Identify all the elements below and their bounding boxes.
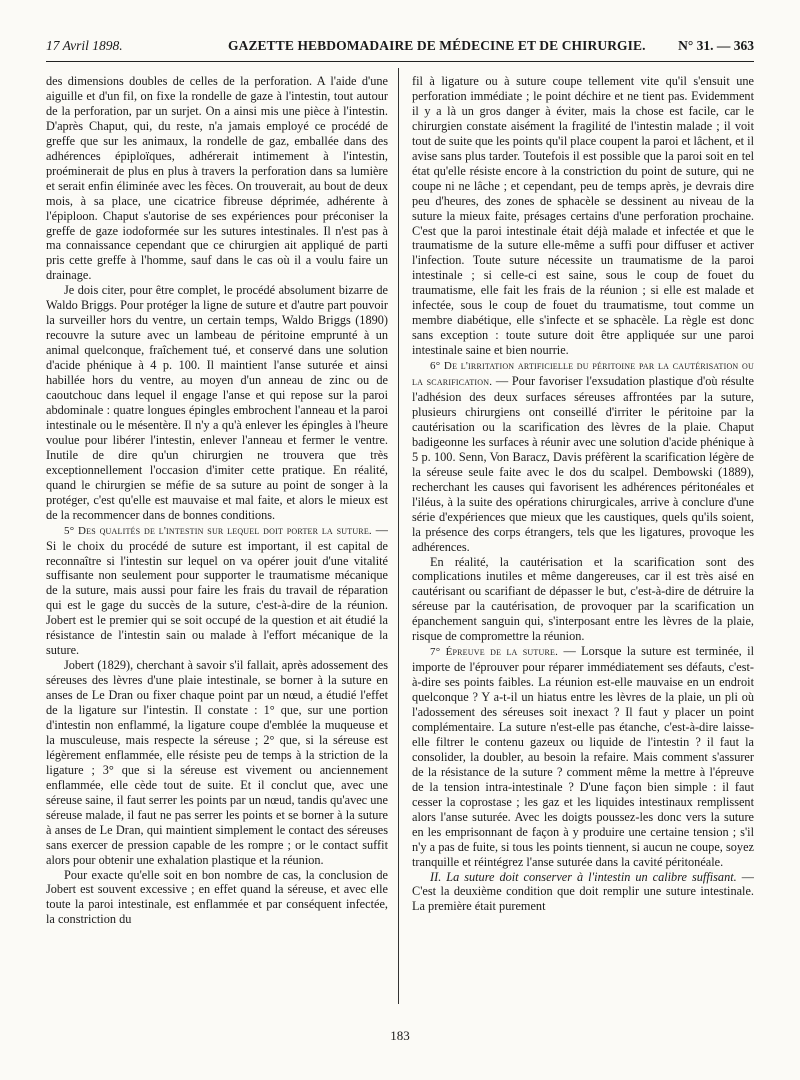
journal-title: GAZETTE HEBDOMADAIRE DE MÉDECINE ET DE CHIRURGIE. xyxy=(228,38,646,53)
section-heading: 6° De l'irritation artificielle du péritoine par la cautérisation ou la scarification. xyxy=(412,360,754,389)
issue-date: 17 Avril 1898. xyxy=(46,38,123,53)
right-column xyxy=(412,74,754,1002)
section-paragraph xyxy=(46,523,388,659)
page-number: 183 xyxy=(390,1028,410,1043)
section-body: — C'est la deuxième condition que doit remplir une suture intestinale. La première était purement xyxy=(412,869,754,914)
column-divider xyxy=(398,68,399,1004)
section-heading: 5° Des qualités de l'intestin sur lequel doit porter la suture. xyxy=(64,524,372,537)
paragraph: des dimensions doubles de celles de la perforation. A l'aide d'une aiguille et d'un fil, on fixe la rondelle de gaze à l'intestin, tout autour de la perforation, par un surjet. On a ainsi mis une pièce à l'intestin. D'après Chaput, qui, du reste, n'a jamais employé ce procédé de greffe que sur les animaux, la rondelle de gaz, emballée dans des adhérences épiploïques, adhérerait intimement à l'intestin, proéminerait de plus en plus à travers la perforation dans sa lumière et serait enfin éliminée avec les fèces. On trouverait, au bout de deux mois, à sa place, une cicatrice fibreuse déprimée, adhérente à l'épiploon. Chaput s'autorise de ses expériences pour préconiser la greffe de gaze iodoformée sur les sutures intestinales. Il n'est pas à ma connaissance cependant que ce chirurgien ait appliqué de parti pris cette greffe à l'homme, sauf dans le cas où il a voulu faire un drainage. xyxy=(46,74,388,283)
section-body: — Si le choix du procédé de suture est important, il est capital de reconnaître si l'intestin sur lequel on va opérer jouit d'une vitalité suffisante non seulement pour supporter le traumatisme mécanique de la suture, mais aussi pour faire les frais du travail de réparation qui est le gage du succès de la suture, c'est-à-dire de la réunion. Jobert est le premier qui se soit occupé de la question et ait étudié la résistance de l'intestin sain ou malade à l'effort mécanique de la suture. xyxy=(46,522,388,658)
section-heading: II. La suture doit conserver à l'intestin un calibre suffisant. xyxy=(430,869,737,884)
section-paragraph xyxy=(412,870,754,915)
section-body: — Pour favoriser l'exsudation plastique d'où résulte l'adhésion des deux surfaces séreuses affrontées par la suture, plusieurs chirurgiens ont conseillé d'irriter le péritoine par la cautérisation ou la scarification des lèvres de la plaie. Chaput badigeonne les surfaces à réunir avec une solution d'acide phénique à 5 p. 100. Senn, Von Baracz, Davis préfèrent la scarification légère de la séreuse seule faite avec le dos du scalpel. Dembowski (1889), recherchant les causes qui favorisent les adhérences péritonéales et l'iléus, à la suite des opérations chirurgicales, arrive à conclure d'une série d'expériences que mieux que les caustiques, quels qu'ils soient, la présence des corps étrangers, tels que les ligatures, provoque les adhérences. xyxy=(412,374,754,554)
section-paragraph xyxy=(412,644,754,869)
paragraph: Pour exacte qu'elle soit en bon nombre de cas, la conclusion de Jobert est souvent excessive ; en effet quand la séreuse, et avec elle toute la paroi intestinale, est enflammée et par conséquent infectée, la constriction du xyxy=(46,867,388,927)
paragraph: fil à ligature ou à suture coupe tellement vite qu'il s'ensuit une perforation immédiate ; le point déchire et ne tient pas. Evidemment il y a là un gros danger à éviter, mais la chose est facile, car le chirurgien constate aisément la fragilité de l'intestin malade ; il voit tout de suite que les points qu'il place coupent la paroi et lâchent, et il avise sans plus tarder. Toutefois il est possible que la paroi soit en tel état qu'elle résiste encore à la constriction du point de suture, qui ne coupe ni ne lâche ; et cependant, peu de temps après, je devrais dire peu d'heures, des zones de sphacèle se dessinent au niveau de la suture la mieux faite, présages certains d'une perforation prochaine. C'est que la paroi intestinale était déjà malade et infectée et que le traumatisme de la suture elle-même a suffi pour diffuser et activer l'infection. Toute suture nécessite un traumatisme de la paroi intestinale ; si celle-ci est saine, sous le coup de fouet du traumatisme, elle fait les frais de la réunion ; si elle est malade et infectée, sous le coup de fouet du traumatisme, tout comme un membre diabétique, elle s'infecte et se sphacèle. La règle est donc sans exception : toute suture doit être appliquée sur une paroi intestinale saine et bien nourrie. xyxy=(412,74,754,358)
paragraph: En réalité, la cautérisation et la scarification sont des complications inutiles et même dangereuses, car il est très aisé en cautérisant ou scarifiant de dépasser le but, c'est-à-dire de détruire la séreuse par la cautérisation, de provoquer par la scarification un épanchement sanguin qui, s'interposant entre les lèvres de la plaie, risque de compromettre la réunion. xyxy=(412,554,754,644)
header-rule xyxy=(46,61,754,62)
running-header xyxy=(46,38,754,60)
issue-page-number: N° 31. — 363 xyxy=(678,38,754,53)
section-body: — Lorsque la suture est terminée, il importe de l'éprouver pour réparer immédiatement ses défauts, c'est-à-dire ses points faibles. La réunion est-elle mauvaise en un endroit quelconque ? Y a-t-il un hiatus entre les lèvres de la plaie, un pli où l'adossement des séreuses soit inexact ? Il faut y placer un point complémentaire. La suture n'est-elle pas étanche, c'est-à-dire laisse-elle filtrer le contenu gazeux ou liquide de l'intestin ? il faut la consolider, la doubler, au besoin la refaire. Mais comment s'assurer de la résistance de la suture ? comment même la mettre à l'épreuve de la tension intra-intestinale ? D'une façon bien simple : il faut cesser la coprostase ; les gaz et les liquides intestinaux remplissent alors l'anse suturée. Avec les doigts poussez-les donc vers la suture en les emprisonnant de façon à y produire une certaine tension ; s'il n'y a pas de fuite, si tous les points tiennent, si aucun ne coupe, soyez tranquille et réintégrez l'anse suturée dans la cavité péritonéale. xyxy=(412,644,754,869)
section-heading: 7° Épreuve de la suture. xyxy=(430,646,559,659)
paragraph: Je dois citer, pour être complet, le procédé absolument bizarre de Waldo Briggs. Pour protéger la ligne de suture et d'autre part pouvoir la surveiller hors du ventre, un certain temps, Waldo Briggs (1890) recouvre la suture avec un lambeau de péritoine emprunté à un animal quelconque, fraîchement tué, et conservé dans une solution d'acide phénique à 4 p. 100. Il maintient l'anse suturée et ainsi habillée hors du ventre, au moyen d'un anneau de zinc ou de caoutchouc dans lequel il engage l'anse et qui repose sur la paroi abdominale : quatre longues épingles embrochent l'anneau et la paroi intestinale ou le mésentère. Il n'y a qu'à enlever les épingles à l'heure voulue pour libérer l'intestin, enlever l'anneau et fermer le ventre. Inutile de dire qu'un chirurgien ne trouvera que très exceptionnellement l'occasion d'imiter cette pratique. En réalité, quand le chirurgien se méfie de sa suture au point de songer à la protéger, c'est qu'elle est mauvaise et mal faite, et alors le mieux est de la recommencer dans de bonnes conditions. xyxy=(46,283,388,522)
paragraph: Jobert (1829), cherchant à savoir s'il fallait, après adossement des séreuses des lèvres d'une plaie intestinale, se borner à la suture en anses de Le Dran ou fixer chaque point par un nœud, a étudié l'effet de la ligature sur l'intestin. Il constate : 1° que, sur une portion d'intestin non enflammé, la ligature coupe d'emblée la muqueuse et la musculeuse, mais respecte la séreuse ; 2° que, si la séreuse est légèrement enflammée, elle résiste peu de temps à la striction de la ligature ; 3° que si la séreuse est vivement ou anciennement enflammée, elle cède tout de suite. Et il conclut que, avec une séreuse saine, il faut serrer les points par un nœud, tandis qu'avec une séreuse malade, il faut ne pas serrer les points et se borner à la suture à anses de Le Dran, qui maintient simplement le contact des séreuses sans exercer de pression capable de les rompre ; or le contact suffit alors pour obtenir une exhalation plastique et la réunion. xyxy=(46,658,388,867)
left-column xyxy=(46,74,388,1002)
section-paragraph xyxy=(412,358,754,554)
